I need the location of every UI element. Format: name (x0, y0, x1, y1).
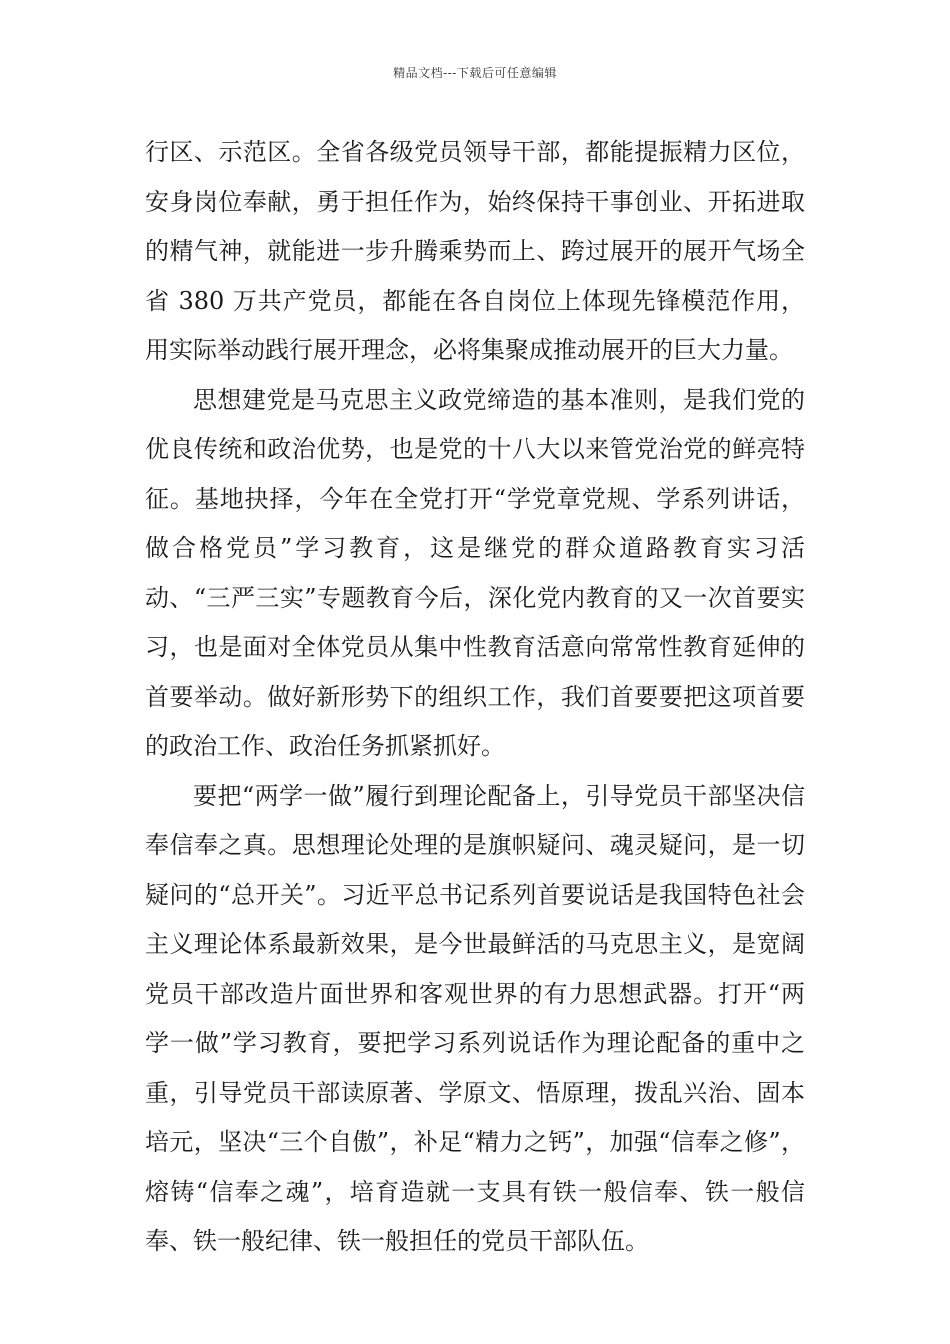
paragraph-2: 思想建党是马克思主义政党缔造的基本准则，是我们党的优良传统和政治优势，也是党的十八大以来管党治党的鲜亮特征。基地抉择，今年在全党打开“学党章党规、学系列讲话，做合格党员”学习教育，这是继党的群众道路教育实习活动、“三严三实”专题教育今后，深化党内教育的又一次首要实习，也是面对全体党员从集中性教育活意向常常性教育延伸的首要举动。做好新形势下的组织工作，我们首要要把这项首要的政治工作、政治任务抓紧抓好。 (145, 385, 805, 760)
paragraph-1: 行区、示范区。全省各级党员领导干部，都能提振精力区位，安身岗位奉献，勇于担任作为，始终保持干事创业、开拓进取的精气神，就能进一步升腾乘势而上、跨过展开的展开气场全省 380 万共产党员，都能在各自岗位上体现先锋模范作用，用实际举动践行展开理念，必将集聚成推动展开的巨大力量。 (145, 138, 805, 364)
page-header: 精品文档---下载后可任意编辑 (393, 66, 557, 80)
paragraph-3: 要把“两学一做”履行到理论配备上，引导党员干部坚决信奉信奉之真。思想理论处理的是旗帜疑问、魂灵疑问，是一切疑问的“总开关”。习近平总书记系列首要说话是我国特色社会主义理论体系最新效果，是今世最鲜活的马克思主义，是宽阔党员干部改造片面世界和客观世界的有力思想武器。打开“两学一做”学习教育，要把学习系列说话作为理论配备的重中之重，引导党员干部读原著、学原文、悟原理，拨乱兴治、固本培元，坚决“三个自傲”，补足“精力之钙”，加强“信奉之修”，熔铸“信奉之魂”，培育造就一支具有铁一般信奉、铁一般信奉、铁一般纪律、铁一般担任的党员干部队伍。 (145, 781, 805, 1255)
document-body (145, 128, 805, 1267)
